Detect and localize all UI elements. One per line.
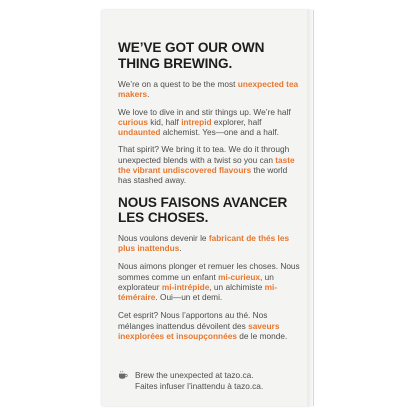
french-heading-line1: NOUS FAISONS AVANCER	[118, 194, 288, 210]
text-segment: , un explorateur	[118, 271, 274, 292]
french-paragraph-spirit	[118, 310, 300, 341]
highlight-text: saveurs inexplorées et insoupçonnées	[118, 320, 280, 342]
panel-content	[118, 40, 300, 341]
footer-line-english: Brew the unexpected at tazo.ca.	[135, 370, 254, 380]
highlight-text: mi-intrépide	[161, 281, 210, 292]
box-fold-edge	[307, 10, 314, 406]
text-segment: We love to dive in and stir things up. We’re half	[118, 106, 291, 117]
text-segment: de le monde.	[236, 331, 288, 342]
text-segment: Nous voulons devenir le	[118, 232, 209, 243]
french-heading	[118, 195, 300, 226]
text-segment: , un alchimiste	[209, 281, 265, 292]
highlight-text: curious	[118, 116, 148, 127]
highlight-text: mi-curieux	[218, 271, 261, 282]
text-segment: kid, half	[147, 116, 182, 127]
text-segment: We’re on a quest to be the most	[118, 79, 238, 89]
french-paragraph-stir	[118, 261, 300, 302]
highlight-text: intrepid	[181, 116, 212, 127]
text-segment: alchemist. Yes—one and a half.	[160, 127, 279, 138]
highlight-text: fabricant de thés les plus inattendus	[118, 232, 290, 253]
text-segment: That spirit? We bring it to tea. We do it through unexpected blends with a twist so you can	[118, 144, 290, 165]
english-heading-line2: THING BREWING.	[118, 55, 233, 71]
text-segment: explorer, half	[211, 116, 262, 127]
tea-cup-icon	[118, 370, 128, 380]
text-segment: . Oui—un et demi.	[155, 292, 223, 303]
highlight-text: undaunted	[118, 127, 161, 138]
highlight-text: unexpected tea makers	[118, 79, 299, 100]
text-segment: Nous aimons plonger et remuer les choses. Nous sommes comme un enfant	[118, 261, 300, 282]
highlight-text: taste the vibrant undiscovered flavours	[118, 154, 295, 176]
french-paragraph-quest	[118, 233, 300, 254]
footer-line-french: Faites infuser l’inattendu à tazo.ca.	[135, 381, 264, 391]
text-segment: Cet esprit? Nous l’apportons au thé. Nos mélanges inattendus dévoilent des	[118, 310, 268, 331]
english-paragraph-spirit	[118, 144, 300, 185]
highlight-text: mi-téméraire	[118, 281, 278, 303]
english-paragraph-quest	[118, 79, 300, 100]
english-heading-line1: WE’VE GOT OUR OWN	[118, 40, 265, 55]
text-segment: the world has stashed away.	[118, 165, 288, 186]
french-heading-line2: LES CHOSES.	[118, 210, 209, 226]
text-segment: .	[147, 89, 150, 100]
english-heading	[118, 40, 300, 71]
english-paragraph-stir	[118, 107, 300, 138]
text-segment: .	[179, 242, 182, 253]
footer-website	[118, 366, 300, 396]
